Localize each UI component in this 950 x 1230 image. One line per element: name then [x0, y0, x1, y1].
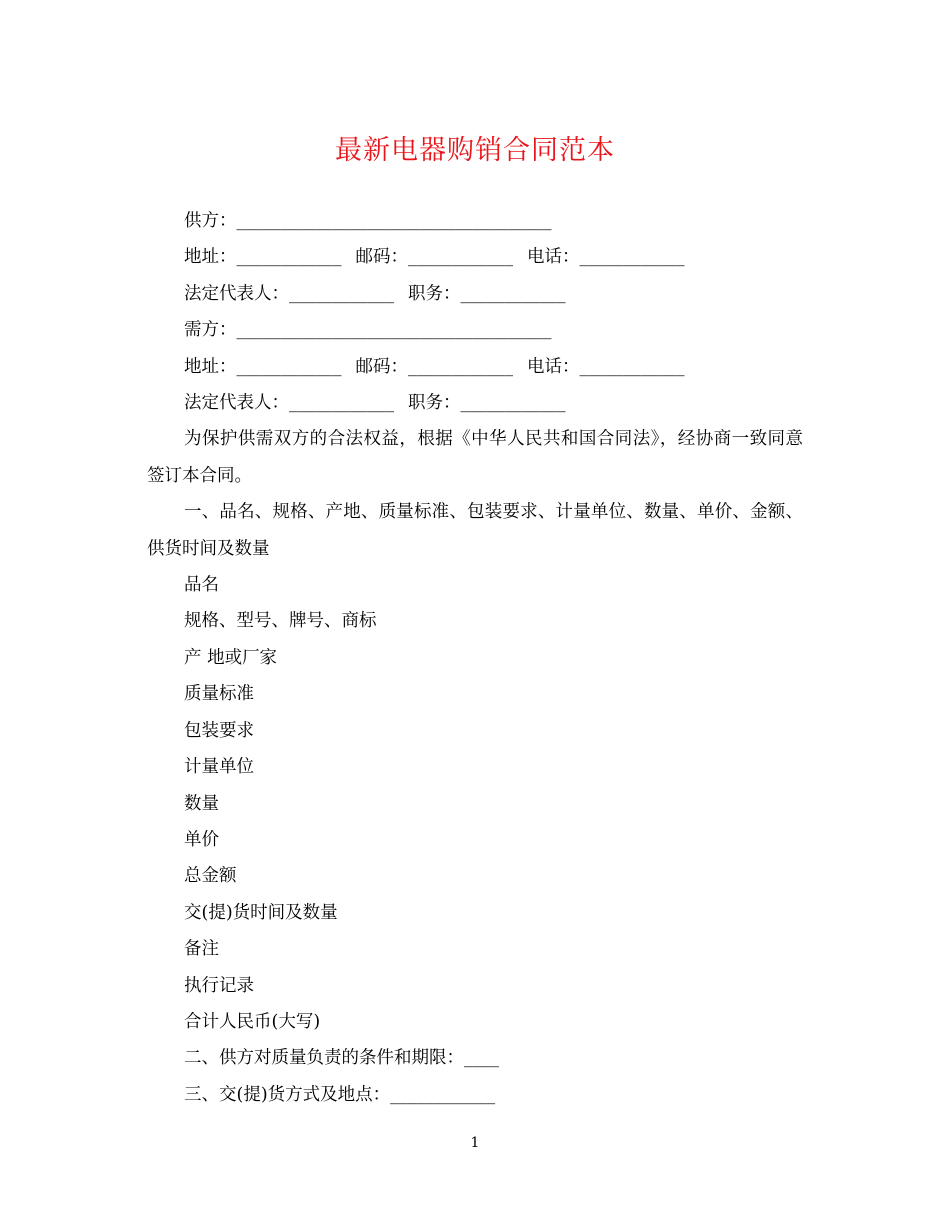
page-number: 1: [470, 1135, 480, 1151]
list-item: 数量: [184, 793, 219, 814]
supplier-address-blank: ____________: [236, 247, 342, 268]
supplier-phone-blank: ____________: [579, 247, 685, 268]
list-item: 品名: [184, 575, 219, 596]
buyer-line: [147, 312, 803, 348]
list-item: 交(提)货时间及数量: [184, 902, 338, 923]
document-body: [147, 203, 803, 1113]
buyer-blank: ____________________________________: [236, 320, 552, 341]
preamble-paragraph: 为保护供需双方的合法权益，根据《中华人民共和国合同法》，经协商一致同意签订本合同。: [147, 429, 803, 486]
section1-heading: 一、品名、规格、产地、质量标准、包装要求、计量单位、数量、单价、金额、供货时间及数量: [147, 502, 803, 559]
list-item: 单价: [184, 829, 219, 850]
supplier-title-label: 职务：: [408, 283, 461, 304]
supplier-title-blank: ____________: [460, 283, 566, 304]
list-item: 质量标准: [184, 684, 254, 705]
list-item: 产 地或厂家: [184, 647, 278, 668]
supplier-postcode-label: 邮码：: [355, 247, 408, 268]
document-title: 最新电器购销合同范本: [335, 135, 615, 166]
supplier-rep-line: [147, 276, 803, 312]
list-item: 备注: [184, 939, 219, 960]
supplier-phone-label: 电话：: [527, 247, 580, 268]
list-item: 规格、型号、牌号、商标: [184, 611, 377, 632]
supplier-rep-label: 法定代表人：: [184, 283, 289, 304]
supplier-line: [147, 203, 803, 239]
list-item: 执行记录: [184, 975, 254, 996]
supplier-address-label: 地址：: [184, 247, 237, 268]
buyer-label: 需方：: [184, 320, 237, 341]
supplier-blank: ____________________________________: [236, 211, 552, 231]
buyer-address-blank: ____________: [236, 356, 342, 377]
buyer-postcode-blank: ____________: [408, 356, 513, 377]
buyer-title-blank: ____________: [460, 393, 566, 414]
list-item: 包装要求: [184, 720, 254, 741]
buyer-rep-blank: ____________: [289, 393, 394, 414]
buyer-rep-line: [147, 385, 803, 421]
section3-line: 三、交(提)货方式及地点：____________: [184, 1084, 496, 1105]
section2-line: 二、供方对质量负责的条件和期限：____: [184, 1048, 499, 1069]
buyer-title-label: 职务：: [408, 393, 461, 414]
list-item: 计量单位: [184, 757, 254, 778]
supplier-rep-blank: ____________: [289, 283, 394, 304]
buyer-postcode-label: 邮码：: [355, 356, 408, 377]
buyer-contact-line: [147, 349, 803, 385]
buyer-phone-blank: ____________: [579, 356, 685, 377]
list-item: 合计人民币(大写): [184, 1011, 321, 1032]
buyer-rep-label: 法定代表人：: [184, 393, 289, 414]
list-item: 总金额: [184, 866, 237, 887]
supplier-contact-line: [147, 239, 803, 275]
buyer-phone-label: 电话：: [527, 356, 580, 377]
buyer-address-label: 地址：: [184, 356, 237, 377]
supplier-postcode-blank: ____________: [408, 247, 513, 268]
supplier-label: 供方：: [184, 211, 237, 231]
